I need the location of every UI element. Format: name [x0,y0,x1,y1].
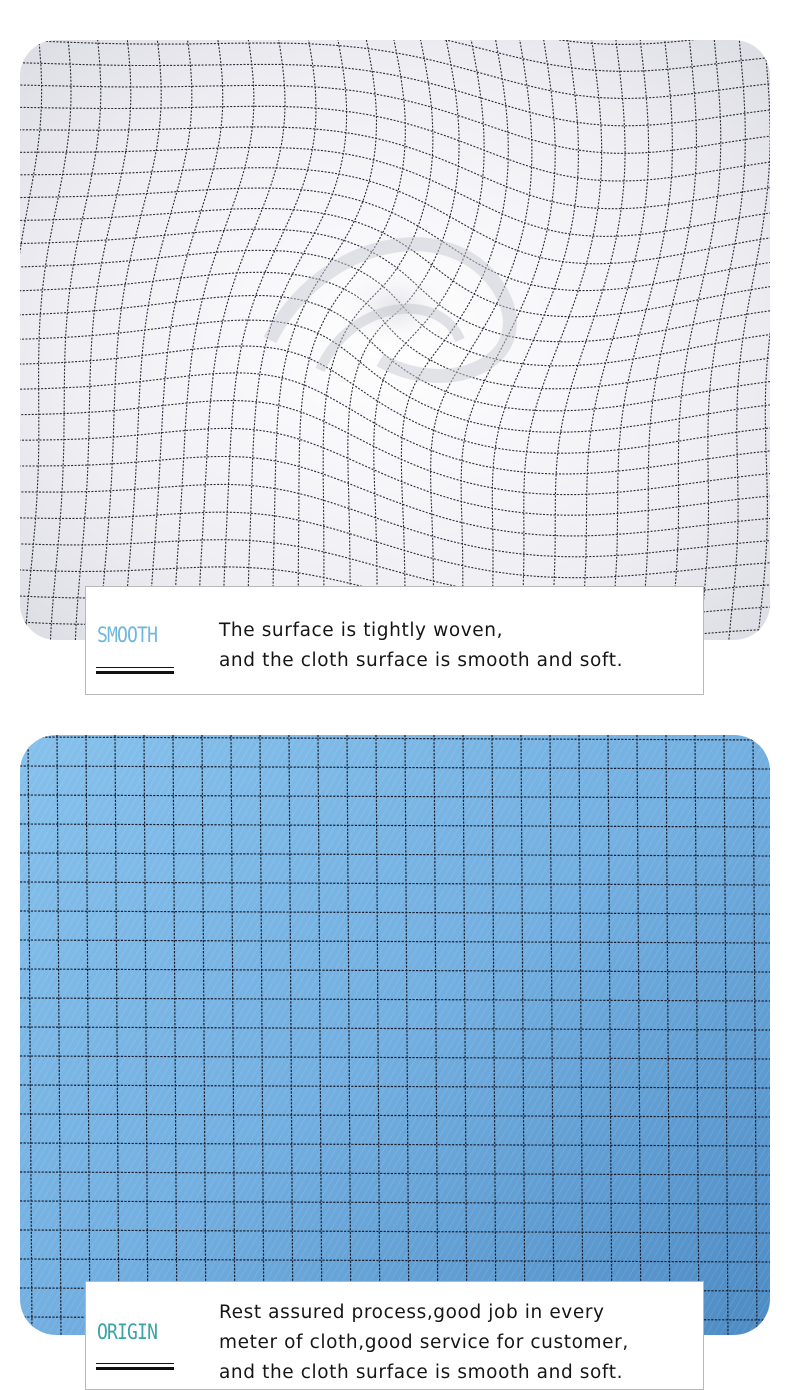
white-grid-fabric-photo [20,40,770,640]
white-fabric-image [20,40,770,640]
origin-description [219,1298,693,1388]
smooth-tag: SMOOTH [97,623,158,647]
tag-underline [96,667,174,674]
blue-fabric-image [20,735,770,1335]
description-line: and the cloth surface is smooth and soft. [219,650,624,671]
description-line: meter of cloth,good service for customer, [219,1332,629,1353]
tag-underline [96,1363,174,1370]
smooth-feature-card [85,586,704,695]
description-line: The surface is tightly woven, [219,620,504,641]
origin-feature-card [85,1281,704,1390]
smooth-description [219,616,693,676]
description-line: Rest assured process,good job in every [219,1302,605,1323]
origin-tag: ORIGIN [97,1320,158,1344]
description-line: and the cloth surface is smooth and soft. [219,1362,624,1383]
blue-grid-fabric-photo [20,735,770,1335]
